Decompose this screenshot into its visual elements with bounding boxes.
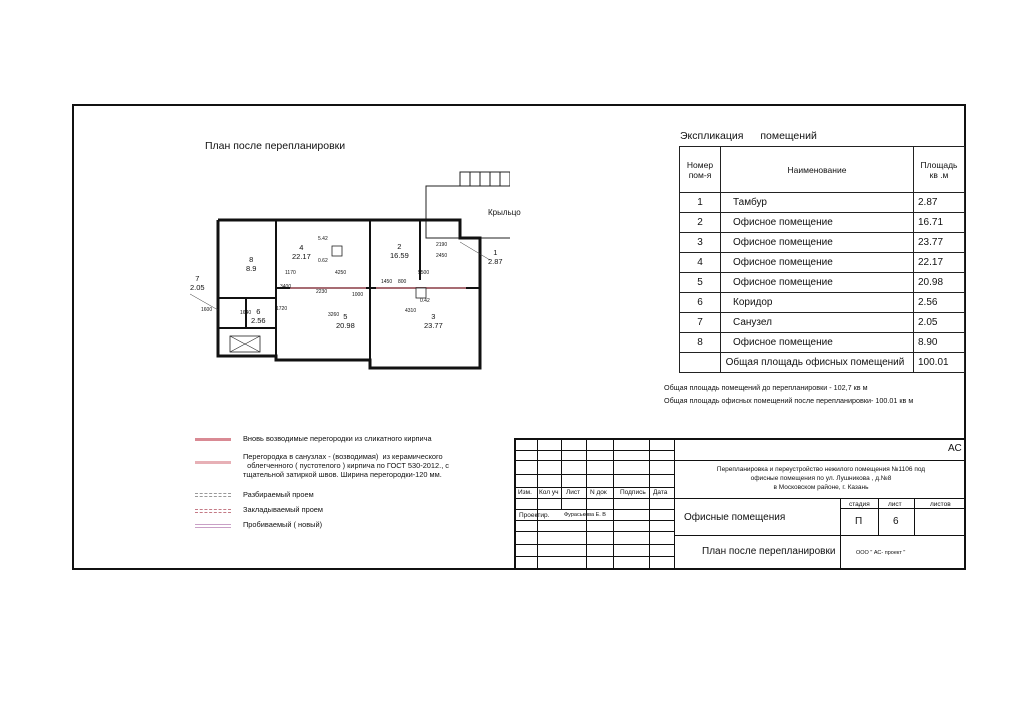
cell-area: 20.98 — [914, 273, 965, 293]
plan-title: План после перепланировки — [205, 140, 346, 152]
stage-value: П — [855, 516, 863, 527]
cell-area: 2.05 — [914, 313, 965, 333]
cell-name: Тамбур — [721, 193, 914, 213]
title-block — [514, 438, 964, 568]
cell-num: 1 — [680, 193, 721, 213]
col-header: N док — [590, 489, 607, 496]
column-header: Наименование — [721, 147, 914, 193]
cell-area: 2.56 — [914, 293, 965, 313]
cell-name: Офисное помещение — [721, 233, 914, 253]
table-row — [680, 273, 965, 293]
room-label: 2 16.59 — [390, 242, 409, 260]
dimension-label: 1640 — [240, 310, 252, 316]
dimension-label: 1720 — [276, 306, 288, 312]
cell-name: Офисное помещение — [721, 213, 914, 233]
cell-num: 8 — [680, 333, 721, 353]
table-header-row — [680, 147, 965, 193]
project-code: АС — [948, 443, 962, 454]
dimension-label: 3400 — [280, 284, 292, 290]
cell-name: Офисное помещение — [721, 333, 914, 353]
col-header: Лист — [566, 489, 581, 496]
dimension-label: 800 — [398, 279, 407, 285]
legend-text: Разбираемый проем — [243, 490, 314, 499]
cell-num: 4 — [680, 253, 721, 273]
legend-swatch — [195, 524, 231, 528]
column-header: Площадь кв .м — [914, 147, 965, 193]
table-row — [680, 333, 965, 353]
col-header: Подпись — [620, 489, 646, 496]
dimension-label: 1000 — [352, 292, 364, 298]
project-description: Перепланировка и переустройство нежилого помещения №1106 под офисные помещения по ул. Лушникова , д.№8 в Московском районе, г. Казань — [716, 466, 926, 491]
table-row — [680, 233, 965, 253]
cell-area: 23.77 — [914, 233, 965, 253]
dimension-label: 1600 — [201, 307, 213, 313]
dimension-label: 3260 — [328, 312, 340, 318]
cell-name: Коридор — [721, 293, 914, 313]
note-after: Общая площадь офисных помещений после перепланировки- 100.01 кв м — [664, 396, 914, 405]
author-name: Фураськова Е. В — [564, 512, 606, 518]
dimension-label: 0.42 — [420, 298, 430, 304]
cell-num: 2 — [680, 213, 721, 233]
cell-name: Санузел — [721, 313, 914, 333]
col-header: Дата — [653, 489, 668, 496]
cell-area: 16.71 — [914, 213, 965, 233]
table-row — [680, 313, 965, 333]
room-label: 6 2.56 — [251, 307, 266, 325]
cell-num: 6 — [680, 293, 721, 313]
cell-area: 22.17 — [914, 253, 965, 273]
cell-num: 7 — [680, 313, 721, 333]
table-total-row — [680, 353, 965, 373]
legend-swatch — [195, 509, 231, 513]
table-row — [680, 213, 965, 233]
dimension-label: 2190 — [436, 242, 448, 248]
legend-swatch — [195, 493, 231, 497]
room-label: 8 8.9 — [246, 255, 257, 273]
porch-label: Крыльцо — [488, 208, 521, 217]
company-name: ООО " АС- проект " — [856, 550, 906, 556]
room-label: 4 22.17 — [292, 243, 311, 261]
dimension-label: 5500 — [418, 270, 430, 276]
total-label: Общая площадь офисных помещений — [721, 353, 914, 373]
room-label: 7 2.05 — [190, 274, 205, 292]
cell-area: 8.90 — [914, 333, 965, 353]
total-value: 100.01 — [914, 353, 965, 373]
cell-name: Офисное помещение — [721, 273, 914, 293]
dimension-label: 2450 — [436, 253, 448, 259]
legend-text: Перегородка в санузлах - (возводимая) из керамического облегченного ( пустотелого ) кирпича по ГОСТ 530-2012., с тщательной затиркой швов. Ширина перегородки-120 мм. — [243, 452, 449, 479]
legend-text: Пробиваемый ( новый) — [243, 520, 323, 529]
sheet-title: Офисные помещения — [684, 512, 786, 523]
sheet-value: 6 — [893, 516, 899, 527]
cell-area: 2.87 — [914, 193, 965, 213]
explication-table — [679, 146, 965, 373]
dimension-label: 5.42 — [318, 236, 328, 242]
table-row — [680, 193, 965, 213]
legend-text: Вновь возводимые перегородки из сликатного кирпича — [243, 434, 432, 443]
dimension-label: 1450 — [381, 279, 393, 285]
dimension-label: 0.62 — [318, 258, 328, 264]
dimension-label: 2230 — [316, 289, 328, 295]
room-label: 3 23.77 — [424, 312, 443, 330]
cell-num: 3 — [680, 233, 721, 253]
legend-text: Закладываемый проем — [243, 505, 323, 514]
dimension-label: 4310 — [405, 308, 417, 314]
room-label: 5 20.98 — [336, 312, 355, 330]
stage-label: стадия — [849, 501, 870, 508]
sheets-label: листов — [930, 501, 951, 508]
dimension-label: 4250 — [335, 270, 347, 276]
porch-steps — [460, 172, 510, 186]
table-row — [680, 293, 965, 313]
cell-num: 5 — [680, 273, 721, 293]
explication-title: Экспликация помещений — [680, 130, 817, 142]
legend-swatch — [195, 438, 231, 441]
table-row — [680, 253, 965, 273]
col-header: Изм. — [518, 489, 532, 496]
role-label: Проектир. — [519, 512, 550, 519]
sheet-label: лист — [888, 501, 902, 508]
dimension-label: 1170 — [285, 270, 296, 276]
column-header: Номер пом-я — [680, 147, 721, 193]
legend-swatch — [195, 461, 231, 464]
note-before: Общая площадь помещений до перепланировки - 102,7 кв м — [664, 383, 868, 392]
col-header: Кол уч — [539, 489, 559, 496]
room-label: 1 2.87 — [488, 248, 503, 266]
drawing-title: План после перепланировки — [702, 546, 836, 557]
cell-name: Офисное помещение — [721, 253, 914, 273]
